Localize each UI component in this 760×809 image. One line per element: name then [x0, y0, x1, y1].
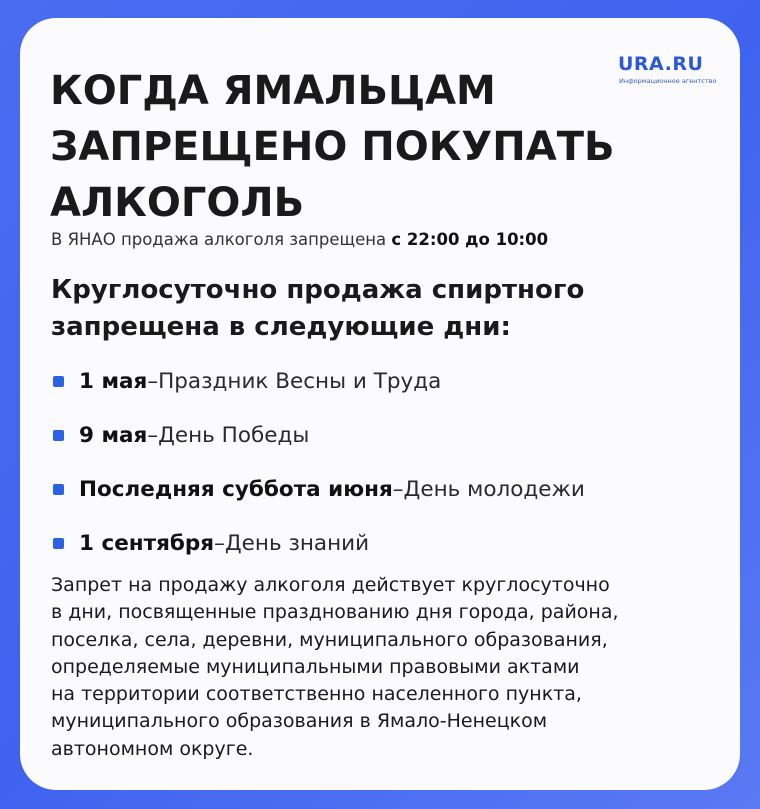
day-date: 1 сентября — [79, 530, 215, 556]
logo-name: URA.RU — [618, 53, 704, 75]
day-dash: – — [392, 476, 404, 502]
info-card — [20, 18, 740, 790]
title-line: ЗАПРЕЩЕНО ПОКУПАТЬ — [50, 124, 615, 170]
note-line: Запрет на продажу алкоголя действует круглосуточно — [51, 574, 610, 596]
list-item — [53, 408, 713, 462]
day-holiday: День Победы — [158, 422, 310, 448]
bullet-square-icon — [53, 538, 64, 549]
day-date: Последняя суббота июня — [79, 476, 393, 502]
note-line: муниципального образования в Ямало-Ненецком — [51, 710, 548, 733]
logo-tagline: Информационное агентство — [619, 77, 717, 85]
list-item — [53, 462, 713, 516]
title-line: АЛКОГОЛЬ — [50, 180, 305, 226]
day-holiday: День знаний — [224, 530, 370, 556]
time-restriction-prefix: В ЯНАО продажа алкоголя запрещена — [51, 230, 387, 249]
ura-ru-logo[interactable] — [618, 53, 728, 99]
day-date: 1 мая — [79, 368, 148, 394]
list-item — [53, 354, 713, 408]
section-heading-line: запрещена в следующие дни: — [51, 312, 511, 342]
day-dash: – — [147, 368, 159, 394]
section-heading-line: Круглосуточно продажа спиртного — [51, 275, 585, 305]
bullet-square-icon — [53, 430, 64, 441]
banned-days-list — [53, 354, 713, 570]
page-title — [50, 63, 615, 231]
note-paragraph — [51, 572, 721, 763]
day-holiday: День молодежи — [403, 476, 585, 502]
section-heading — [51, 272, 691, 346]
note-line: в дни, посвященные празднованию дня города, района, — [51, 601, 619, 624]
bullet-square-icon — [53, 484, 64, 495]
note-line: определяемые муниципальными правовыми актами — [51, 655, 580, 678]
time-restriction-hours: с 22:00 до 10:00 — [391, 230, 549, 249]
note-line: автономном округе. — [51, 737, 254, 760]
day-holiday: Праздник Весны и Труда — [158, 368, 442, 394]
time-restriction-text — [51, 230, 548, 249]
list-item — [53, 516, 713, 570]
day-date: 9 мая — [79, 422, 148, 448]
day-dash: – — [214, 530, 225, 556]
title-line: КОГДА ЯМАЛЬЦАМ — [50, 68, 496, 114]
note-line: на территории соответственно населенного пункта, — [51, 683, 582, 706]
note-line: поселка, села, деревни, муниципального образования, — [51, 628, 608, 651]
day-dash: – — [147, 422, 159, 448]
bullet-square-icon — [53, 376, 64, 387]
